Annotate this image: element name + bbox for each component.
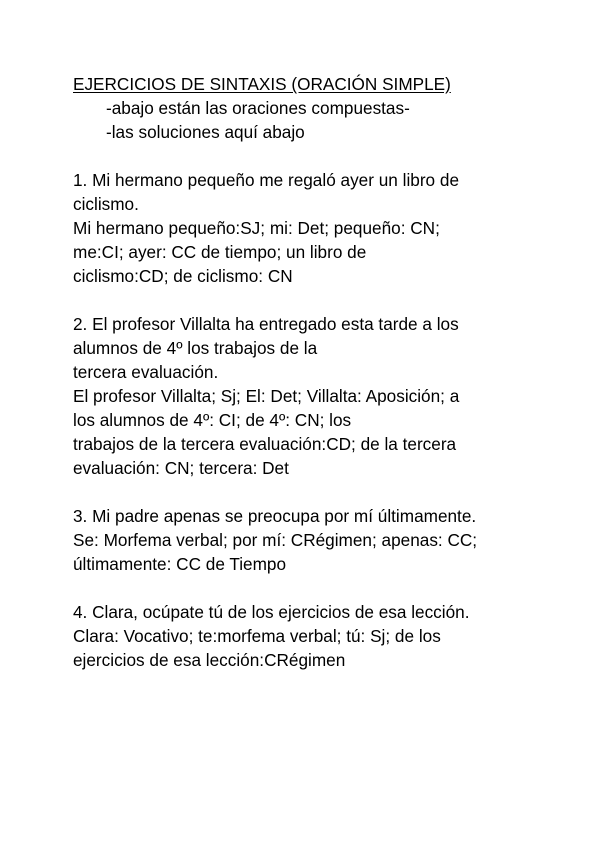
- exercise-3-line-3: últimamente: CC de Tiempo: [73, 554, 287, 574]
- exercise-2-line-2: alumnos de 4º los trabajos de la: [73, 338, 318, 358]
- document-page: [73, 72, 573, 672]
- spacer: [73, 288, 573, 312]
- exercise-1-line-2: ciclismo.: [73, 194, 139, 214]
- exercise-2-line-6: trabajos de la tercera evaluación:CD; de la tercera: [73, 434, 457, 454]
- spacer: [73, 480, 573, 504]
- exercise-2-line-3: tercera evaluación.: [73, 362, 219, 382]
- exercise-3-line-2: Se: Morfema verbal; por mí: CRégimen; apenas: CC;: [73, 530, 478, 550]
- note-solutions: -las soluciones aquí abajo: [106, 122, 305, 142]
- exercise-4-line-2: Clara: Vocativo; te:morfema verbal; tú: Sj; de los: [73, 626, 441, 646]
- exercise-4-line-3: ejercicios de esa lección:CRégimen: [73, 650, 346, 670]
- spacer: [73, 144, 573, 168]
- exercise-3-line-1: 3. Mi padre apenas se preocupa por mí últimamente.: [73, 506, 477, 526]
- note-compound-sentences: -abajo están las oraciones compuestas-: [106, 98, 410, 118]
- exercise-1-line-1: 1. Mi hermano pequeño me regaló ayer un libro de: [73, 170, 459, 190]
- exercise-2: [73, 312, 573, 480]
- spacer: [73, 576, 573, 600]
- exercise-1: [73, 168, 573, 288]
- exercise-1-line-4: me:CI; ayer: CC de tiempo; un libro de: [73, 242, 367, 262]
- exercise-4: [73, 600, 573, 672]
- exercise-1-line-5: ciclismo:CD; de ciclismo: CN: [73, 266, 293, 286]
- exercise-2-line-1: 2. El profesor Villalta ha entregado esta tarde a los: [73, 314, 459, 334]
- document-title: EJERCICIOS DE SINTAXIS (ORACIÓN SIMPLE): [73, 74, 451, 94]
- exercise-1-line-3: Mi hermano pequeño:SJ; mi: Det; pequeño: CN;: [73, 218, 440, 238]
- exercise-2-line-5: los alumnos de 4º: CI; de 4º: CN; los: [73, 410, 352, 430]
- exercise-3: [73, 504, 573, 576]
- exercise-4-line-1: 4. Clara, ocúpate tú de los ejercicios de esa lección.: [73, 602, 470, 622]
- exercise-2-line-4: El profesor Villalta; Sj; El: Det; Villalta: Aposición; a: [73, 386, 460, 406]
- exercise-2-line-7: evaluación: CN; tercera: Det: [73, 458, 289, 478]
